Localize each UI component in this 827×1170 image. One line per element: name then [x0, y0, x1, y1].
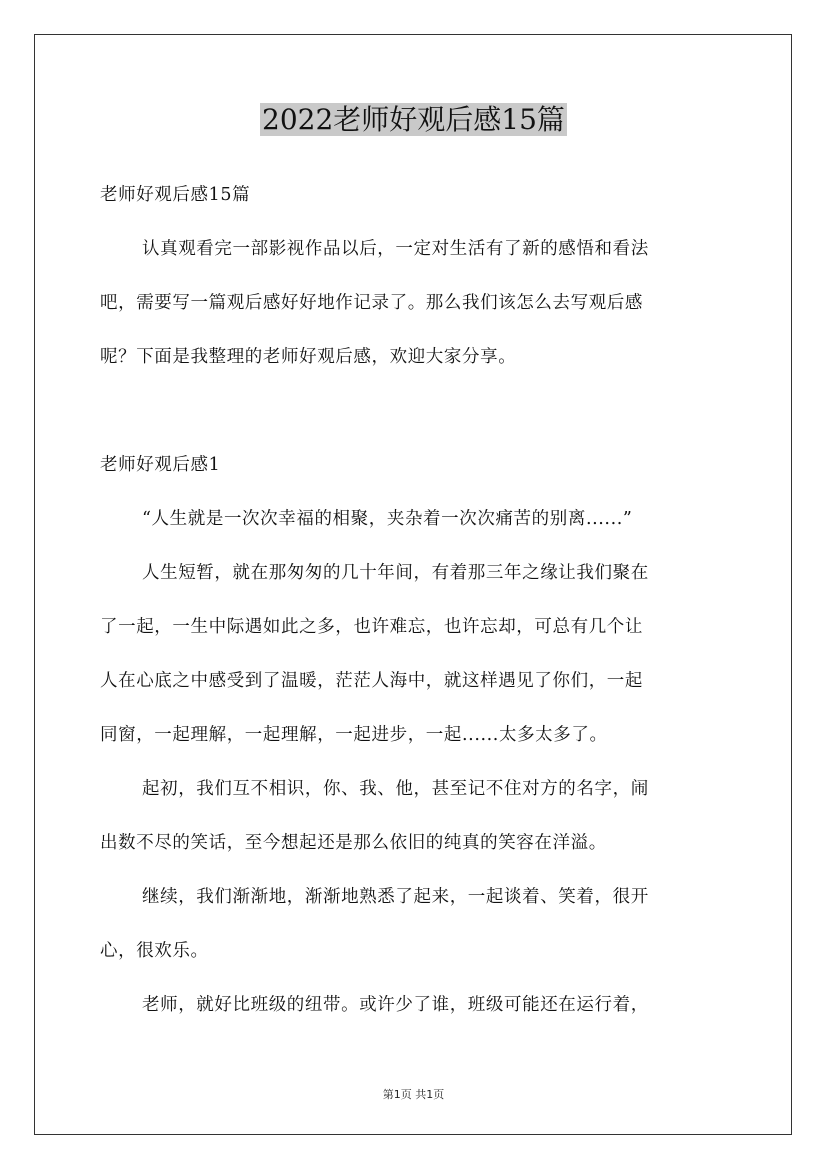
body-line-8: 继续，我们渐渐地，渐渐地熟悉了起来，一起谈着、笑着，很开 — [142, 887, 649, 907]
body-line-9: 心，很欢乐。 — [100, 941, 209, 961]
body-line-4: 人在心底之中感受到了温暖，茫茫人海中，就这样遇见了你们，一起 — [100, 671, 643, 691]
page-footer: 第1页 共1页 — [382, 1088, 445, 1101]
body-line-5: 同窗，一起理解，一起理解，一起进步，一起......太多太多了。 — [100, 725, 608, 745]
document-title-text: 2022老师好观后感15篇 — [262, 103, 565, 136]
body-line-3: 了一起，一生中际遇如此之多，也许难忘，也许忘却，可总有几个让 — [100, 617, 643, 637]
intro-line-1: 认真观看完一部影视作品以后，一定对生活有了新的感悟和看法 — [142, 239, 649, 259]
body-line-6: 起初，我们互不相识，你、我、他，甚至记不住对方的名字，闹 — [142, 779, 649, 799]
body-line-7: 出数不尽的笑话，至今想起还是那么依旧的纯真的笑容在洋溢。 — [100, 833, 607, 853]
body-line-1: “人生就是一次次幸福的相聚，夹杂着一次次痛苦的别离......” — [142, 509, 633, 529]
intro-line-3: 呢？下面是我整理的老师好观后感，欢迎大家分享。 — [100, 347, 517, 367]
document-title — [0, 100, 827, 140]
body-line-2: 人生短暂，就在那匆匆的几十年间，有着那三年之缘让我们聚在 — [142, 563, 649, 583]
document-subtitle: 老师好观后感15篇 — [100, 185, 251, 205]
section-heading: 老师好观后感1 — [100, 455, 221, 475]
body-line-10: 老师，就好比班级的纽带。或许少了谁，班级可能还在运行着， — [142, 995, 649, 1015]
intro-line-2: 吧，需要写一篇观后感好好地作记录了。那么我们该怎么去写观后感 — [100, 293, 643, 313]
